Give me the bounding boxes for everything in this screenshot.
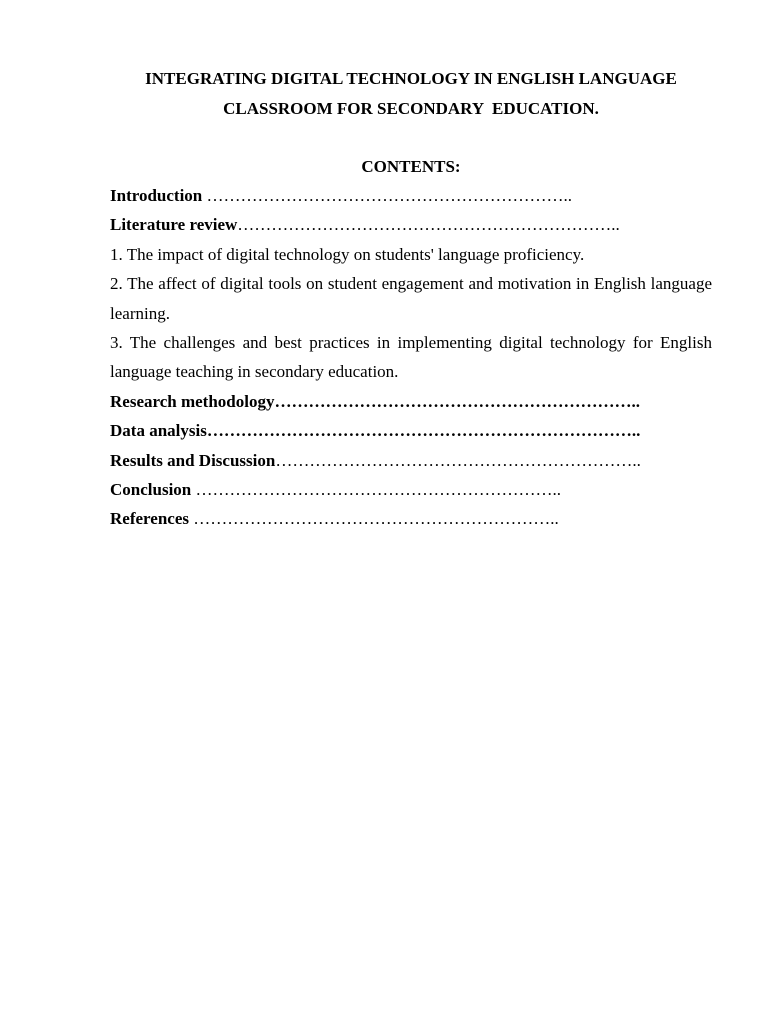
title-line-2: CLASSROOM FOR SECONDARY EDUCATION.: [223, 99, 599, 118]
toc-entry-introduction[interactable]: [110, 181, 712, 210]
toc-entry-literature-review[interactable]: [110, 210, 712, 239]
toc-leader-conclusion: ………………………………………………………..: [191, 480, 561, 500]
toc-label-data-analysis: Data analysis: [110, 421, 207, 441]
toc-label-research-methodology: Research methodology: [110, 391, 275, 411]
toc-item-3: 3. The challenges and best practices in implementing digital technology for English language teaching in secondary education.: [110, 333, 712, 382]
toc-label-conclusion: Conclusion: [110, 480, 192, 500]
toc-entry-results-discussion[interactable]: [110, 446, 712, 475]
toc-leader-data-analysis: …………………………………………………………………..: [206, 421, 641, 441]
toc-item-1: 1. The impact of digital technology on students' language proficiency.: [110, 244, 585, 264]
toc-entry-references[interactable]: [110, 504, 712, 533]
title-line-1: INTEGRATING DIGITAL TECHNOLOGY IN ENGLISH LANGUAGE: [145, 69, 677, 88]
toc-leader-references: ………………………………………………………..: [188, 509, 559, 529]
toc-leader-results-discussion: ………………………………………………………..: [275, 450, 641, 470]
toc-label-introduction: Introduction: [110, 186, 203, 205]
toc-label-references: References: [110, 509, 189, 529]
toc-item-2: 2. The affect of digital tools on student engagement and motivation in English language learning.: [110, 274, 712, 323]
toc-entry-data-analysis[interactable]: [110, 416, 712, 445]
toc-leader-research-methodology: ………………………………………………………..: [274, 391, 640, 411]
toc-label-literature-review: Literature review: [110, 215, 238, 235]
document-title: [110, 64, 712, 124]
toc-entry-conclusion[interactable]: [110, 475, 712, 504]
toc-entry-research-methodology[interactable]: [110, 387, 712, 416]
table-of-contents: [110, 181, 712, 534]
toc-label-results-discussion: Results and Discussion: [110, 450, 276, 470]
contents-heading: CONTENTS:: [361, 157, 461, 176]
toc-leader-literature-review: …………………………………………………………..: [237, 215, 620, 235]
toc-leader-introduction: ………………………………………………………..: [202, 186, 573, 205]
